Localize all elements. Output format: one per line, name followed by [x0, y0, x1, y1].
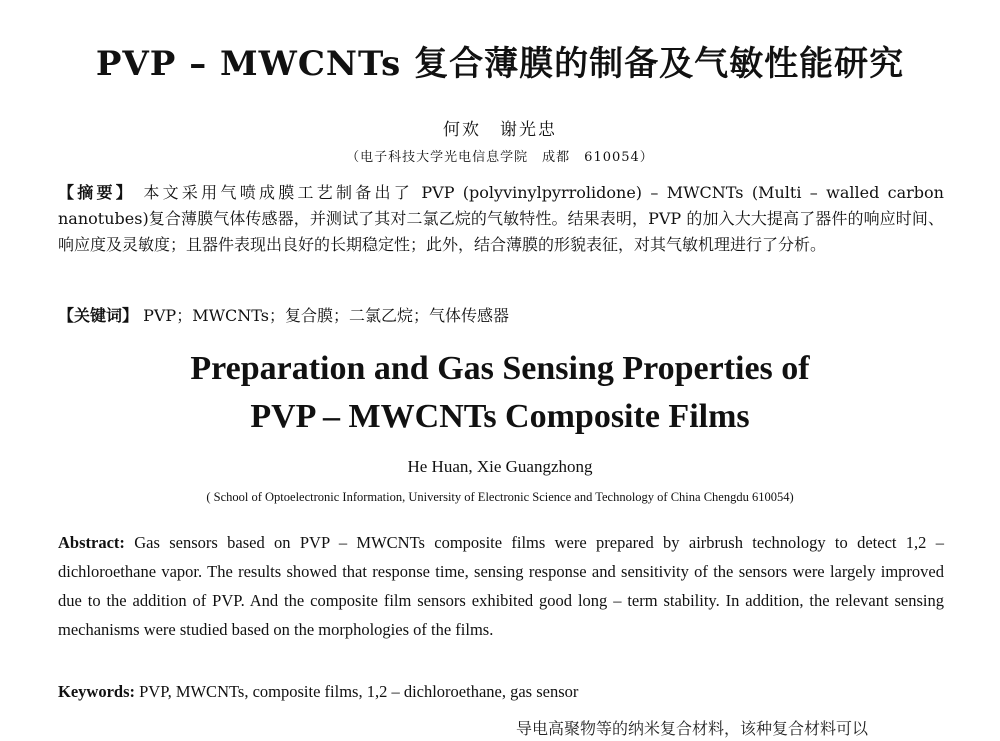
title-cn: PVP – MWCNTs 复合薄膜的制备及气敏性能研究	[95, 44, 905, 84]
keywords-cn	[58, 303, 944, 329]
abstract-cn-text: 本文采用气喷成膜工艺制备出了 PVP (polyvinylpyrrolidone) – MWCNTs (Multi – walled carbon nanotubes)复合薄膜气体传感器，并测试了其对二氯乙烷的气敏特性。结果表明，PVP 的加入大大提高了器件的响应时间、响应度及灵敏度；且器件表现出良好的长期稳定性；此外，结合薄膜的形貌表征，对其气敏机理进行了分析。	[58, 183, 944, 254]
authors-cn: 何欢 谢光忠	[443, 120, 557, 140]
title-en-line-1: Preparation and Gas Sensing Properties of	[190, 350, 810, 387]
affiliation-cn: （电子科技大学光电信息学院 成都 610054）	[346, 150, 654, 165]
abstract-en-label: Abstract:	[58, 533, 125, 552]
abstract-en-text: Gas sensors based on PVP – MWCNTs composite films were prepared by airbrush technology to detect 1,2 – dichloroethane vapor. The results showed that response time, sensing response and sensitivity of the sensors were largely improved due to the addition of PVP. And the composite film sensors exhibited good long – term stability. In addition, the relevant sensing mechanisms were studied based on the morphologies of the films.	[58, 533, 945, 639]
abstract-cn-label: 【摘要】	[58, 183, 136, 202]
keywords-en-text: PVP, MWCNTs, composite films, 1,2 – dichloroethane, gas sensor	[139, 682, 579, 701]
abstract-cn	[58, 180, 944, 258]
abstract-en	[58, 528, 944, 644]
authors-en: He Huan, Xie Guangzhong	[407, 457, 593, 476]
title-en-line-2: PVP – MWCNTs Composite Films	[250, 398, 750, 435]
keywords-cn-label: 【关键词】	[58, 306, 139, 325]
keywords-en	[58, 680, 944, 704]
title-en	[0, 345, 1000, 441]
keywords-cn-text: PVP；MWCNTs；复合膜；二氯乙烷；气体传感器	[143, 306, 509, 325]
body-text-cutoff: 导电高聚物等的纳米复合材料，该种复合材料可以	[516, 719, 869, 738]
affiliation-en: ( School of Optoelectronic Information, University of Electronic Science and Technology of China Chengdu 610054)	[206, 490, 794, 504]
keywords-en-label: Keywords:	[58, 682, 135, 701]
